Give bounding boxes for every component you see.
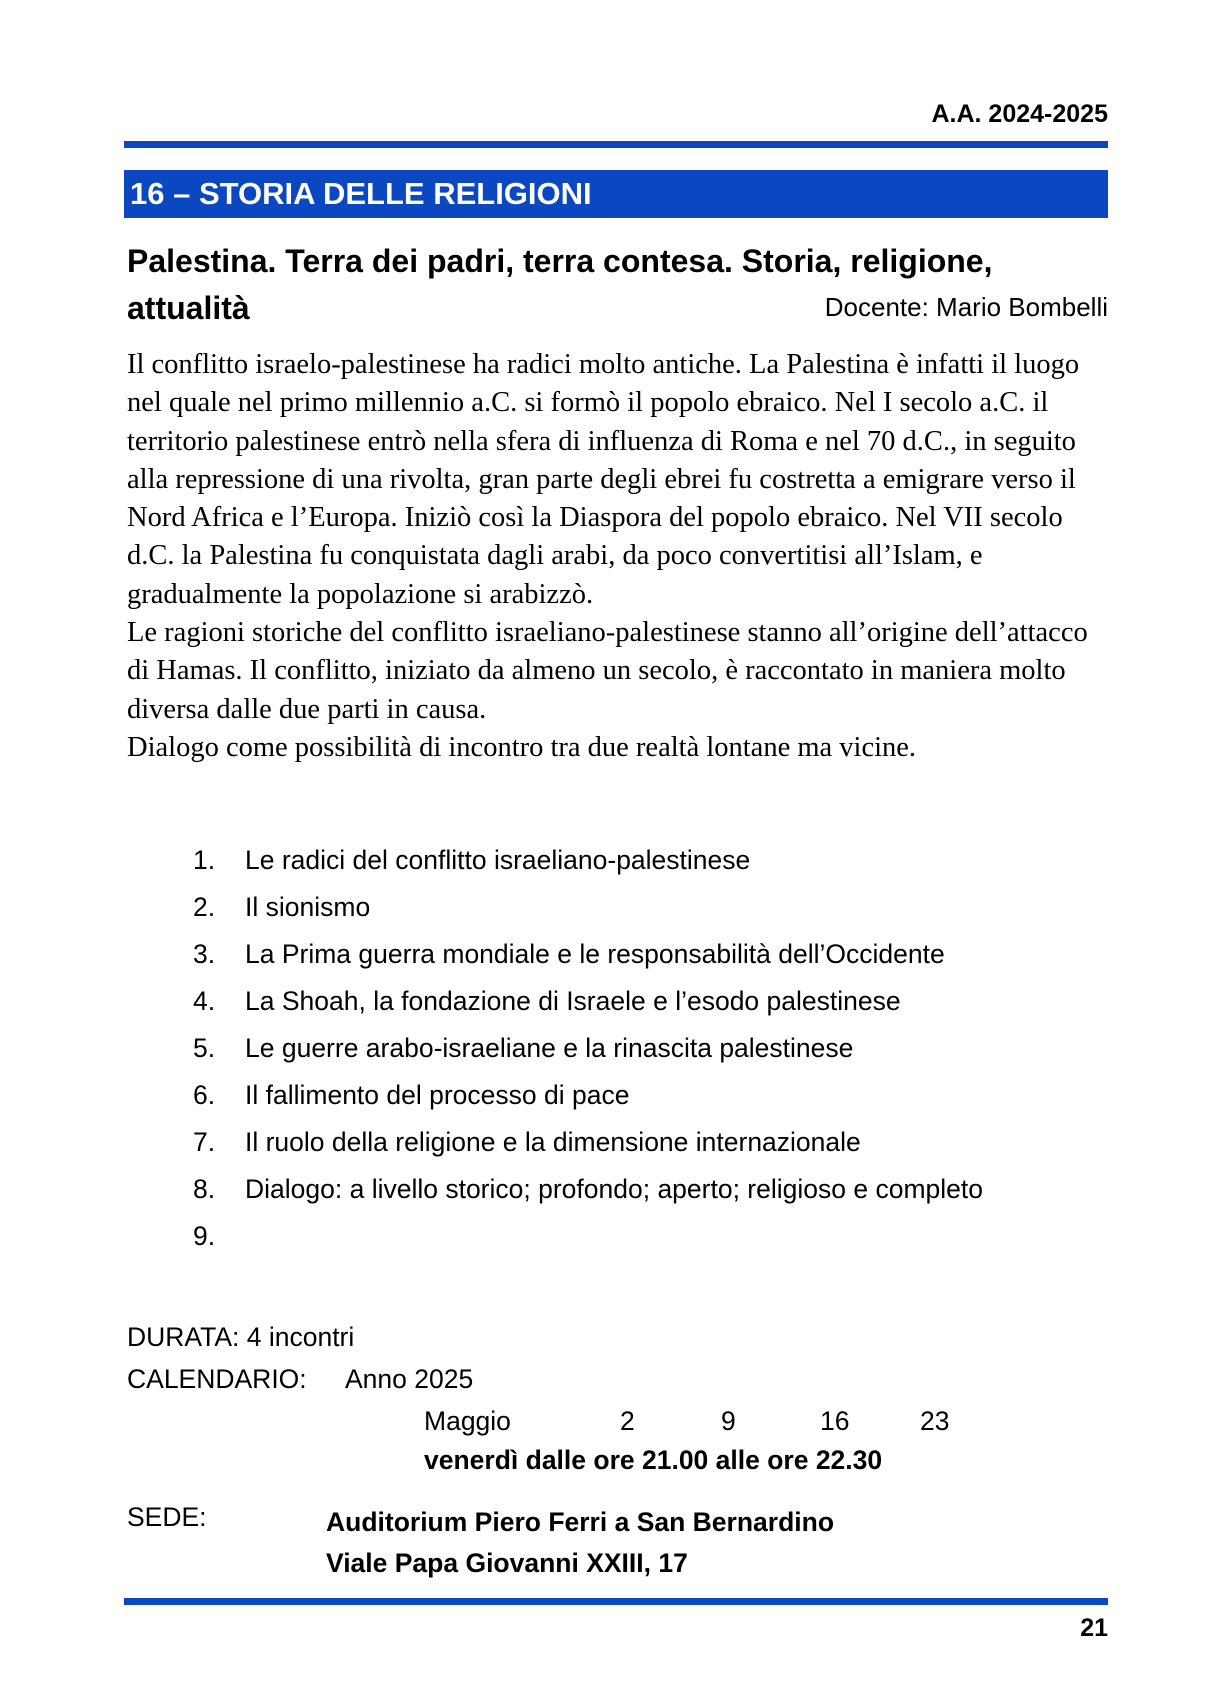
duration: DURATA: 4 incontri: [127, 1322, 355, 1352]
calendar-day: 23: [920, 1406, 950, 1436]
list-item: [127, 884, 1087, 931]
list-item-number: 2.: [193, 892, 216, 922]
venue-address: Viale Papa Giovanni XXIII, 17: [326, 1548, 688, 1578]
calendar-month: Maggio: [424, 1406, 511, 1436]
list-item-text: Il ruolo della religione e la dimensione internazionale: [245, 1127, 861, 1157]
list-item-text: La Prima guerra mondiale e le responsabilità dell’Occidente: [245, 939, 945, 969]
venue-name: Auditorium Piero Ferri a San Bernardino: [326, 1507, 835, 1537]
list-item-number: 4.: [193, 986, 216, 1016]
list-item-number: 5.: [193, 1033, 216, 1063]
course-description: [127, 346, 1112, 767]
description-paragraph-3: Dialogo come possibilità di incontro tra due realtà lontane ma vicine.: [127, 731, 917, 763]
calendar-year: Anno 2025: [345, 1364, 474, 1394]
list-item-text: Il sionismo: [245, 892, 371, 922]
topic-list: [127, 837, 1087, 1251]
list-item: [127, 837, 1087, 884]
top-divider: [124, 141, 1108, 148]
description-paragraph-2: Le ragioni storiche del conflitto israeliano-palestinese stanno all’origine dell’attacco di Hamas. Il conflitto, iniziato da almeno un secolo, è raccontato in maniera molto diversa dalle due parti in causa.: [127, 617, 1088, 725]
description-paragraph-1: Il conflitto israelo-palestinese ha radici molto antiche. La Palestina è infatti il luogo nel quale nel primo millennio a.C. si formò il popolo ebraico. Nel I secolo a.C. il territorio palestinese entrò nella sfera di influenza di Roma e nel 70 d.C., in seguito alla repressione di una rivolta, gran parte degli ebrei fu costretta a emigrare verso il Nord Africa e l’Europa. Iniziò così la Diaspora del popolo ebraico. Nel VII secolo d.C. la Palestina fu conquistata dagli arabi, da poco convertitisi all’Islam, e gradualmente la popolazione si arabizzò.: [127, 349, 1080, 610]
list-item-text: Le guerre arabo-israeliane e la rinascita palestinese: [245, 1033, 854, 1063]
course-title-line1: Palestina. Terra dei padri, terra contesa. Storia, religione,: [127, 243, 993, 279]
list-item: [127, 1072, 1087, 1119]
list-item: [127, 1166, 1087, 1213]
list-item-text: Le radici del conflitto israeliano-palestinese: [245, 845, 751, 875]
list-item: [127, 931, 1087, 978]
list-item-number: 6.: [193, 1080, 216, 1110]
list-item-text: Il fallimento del processo di pace: [245, 1080, 630, 1110]
calendar-day: 9: [721, 1406, 736, 1436]
meeting-time: venerdì dalle ore 21.00 alle ore 22.30: [424, 1445, 883, 1475]
list-item-number: 7.: [193, 1127, 216, 1157]
section-banner: 16 – STORIA DELLE RELIGIONI: [124, 170, 1108, 218]
list-item-text: La Shoah, la fondazione di Israele e l’esodo palestinese: [245, 986, 901, 1016]
list-item-number: 1.: [193, 845, 216, 875]
teacher: Docente: Mario Bombelli: [824, 292, 1108, 322]
list-item: [127, 1025, 1087, 1072]
list-item: [127, 1119, 1087, 1166]
list-item: [127, 978, 1087, 1025]
calendar-label: CALENDARIO:: [127, 1364, 307, 1394]
course-title-line2: attualità: [127, 290, 250, 326]
venue-details: [326, 1502, 834, 1584]
list-item-number: 3.: [193, 939, 216, 969]
venue-label: SEDE:: [127, 1502, 207, 1532]
bottom-divider: [124, 1598, 1108, 1605]
list-item-text: Dialogo: a livello storico; profondo; aperto; religioso e completo: [245, 1174, 983, 1204]
list-item-number: 9.: [193, 1221, 216, 1251]
calendar-day: 16: [820, 1406, 850, 1436]
calendar-day: 2: [620, 1406, 635, 1436]
academic-year: A.A. 2024-2025: [931, 100, 1108, 128]
list-item-number: 8.: [193, 1174, 216, 1204]
page-number: 21: [1080, 1614, 1108, 1642]
